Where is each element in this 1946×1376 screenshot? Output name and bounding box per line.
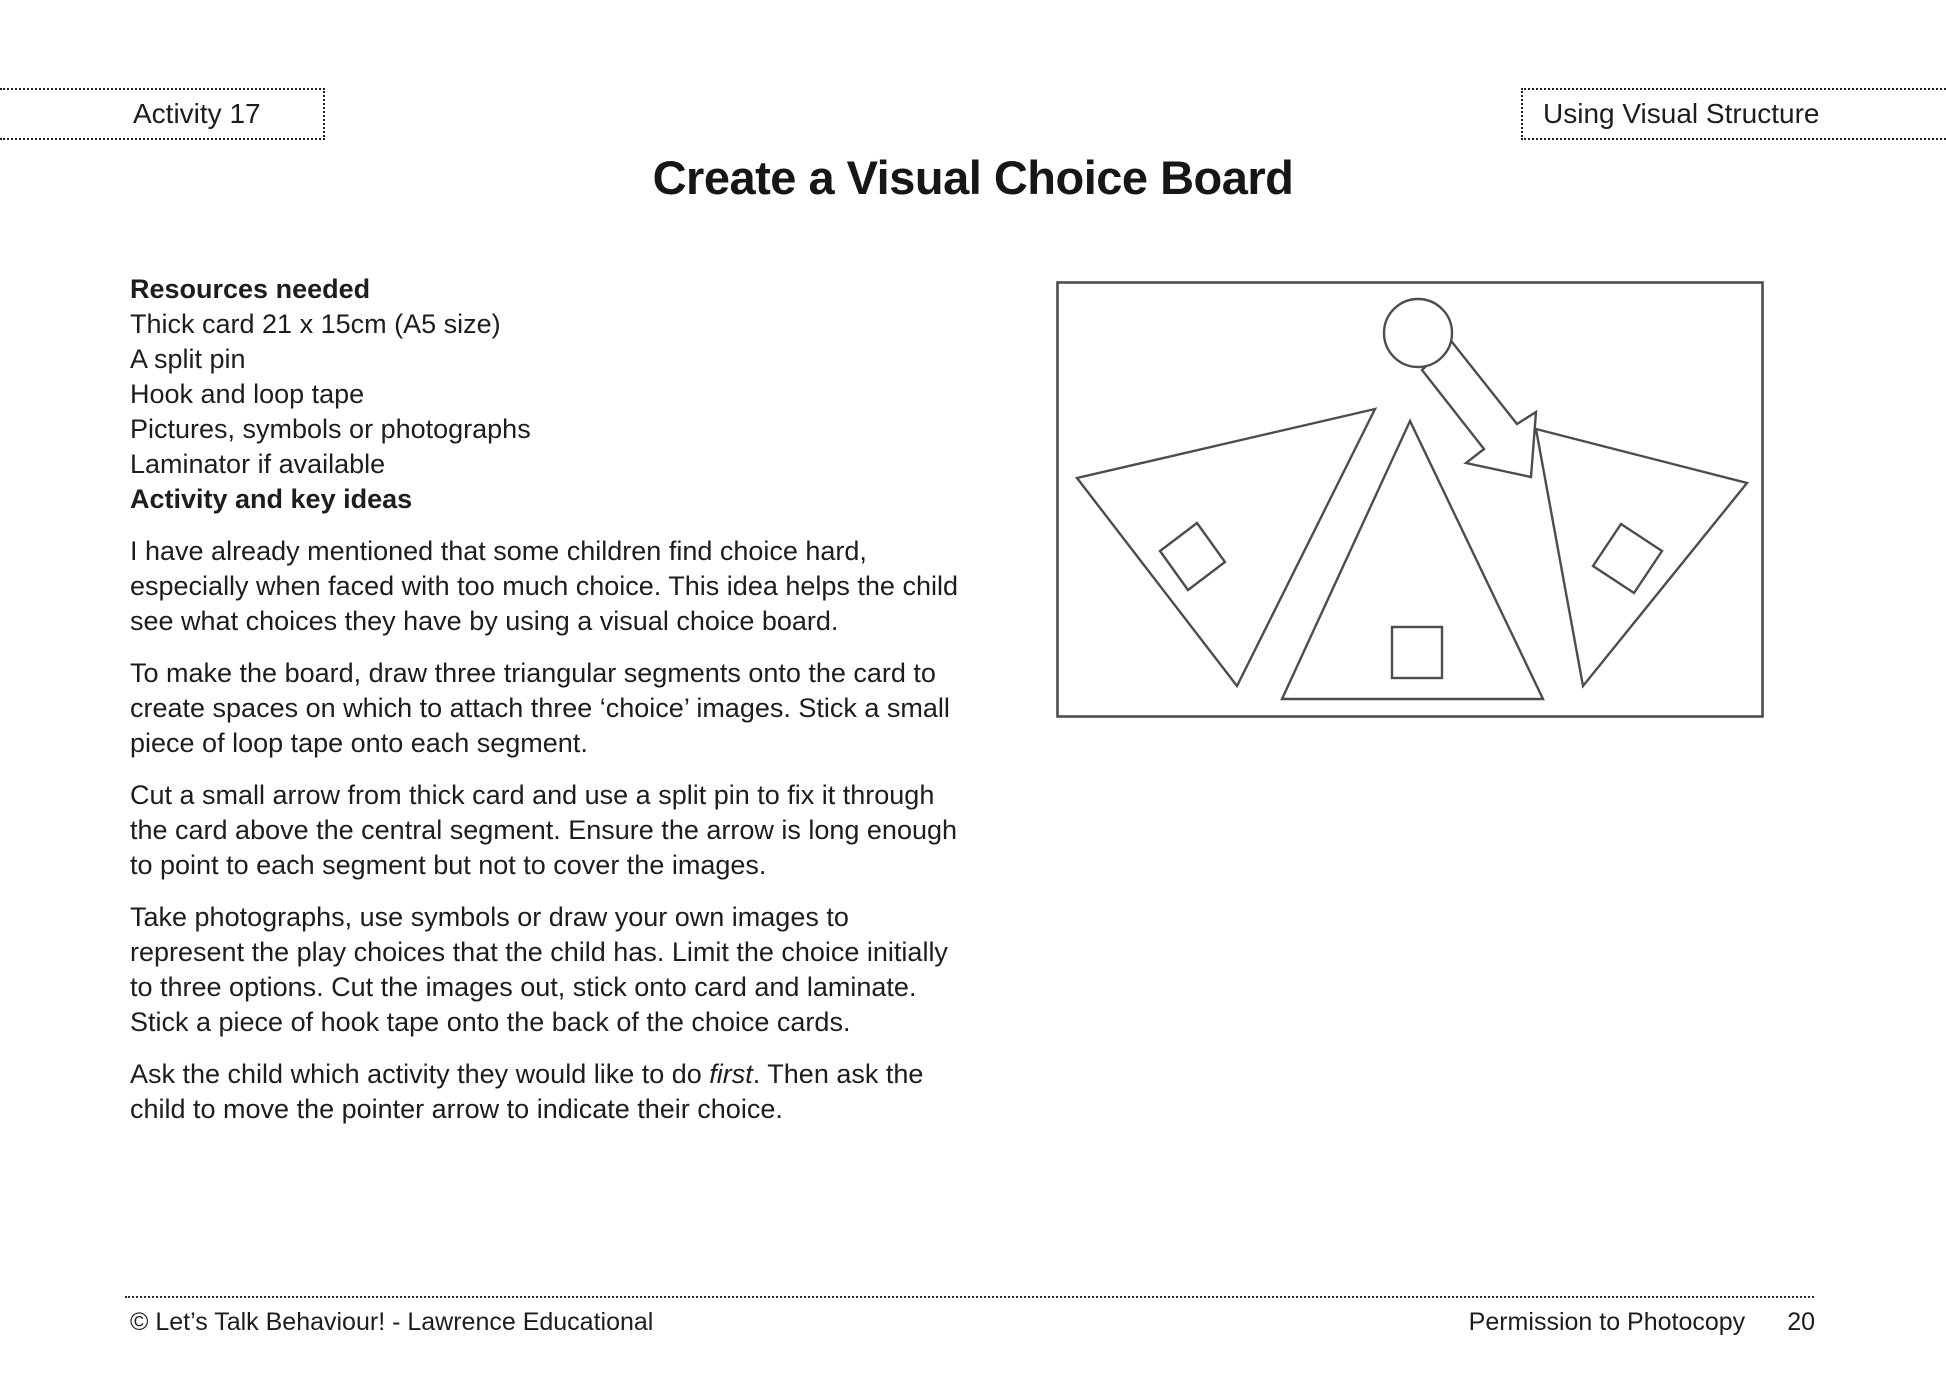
text-line: the card above the central segment. Ensure the arrow is long enough <box>130 815 958 845</box>
resources-list-item: Laminator if available <box>130 449 386 479</box>
resources-list-item: Thick card 21 x 15cm (A5 size) <box>130 309 501 339</box>
paragraph <box>130 534 1010 639</box>
choice-board-diagram <box>1056 281 1764 718</box>
split-pin-circle <box>1384 299 1452 367</box>
text-line: Stick a piece of hook tape onto the back of the choice cards. <box>130 1007 851 1037</box>
text-line: represent the play choices that the child has. Limit the choice initially <box>130 937 948 967</box>
activity-number-box <box>0 88 325 140</box>
text-line: especially when faced with too much choice. This idea helps the child <box>130 571 958 601</box>
text-line: piece of loop tape onto each segment. <box>130 728 588 758</box>
text-line: Take photographs, use symbols or draw your own images to <box>130 902 849 932</box>
section-title-box <box>1521 88 1946 140</box>
paragraph <box>130 1057 1010 1127</box>
text-line: create spaces on which to attach three ‘choice’ images. Stick a small <box>130 693 950 723</box>
resources-list-item: A split pin <box>130 344 246 374</box>
text-line: child to move the pointer arrow to indicate their choice. <box>130 1094 783 1124</box>
body-text-column <box>130 272 1010 1127</box>
footer-page-number: 20 <box>1787 1308 1815 1336</box>
paragraph <box>130 778 1010 883</box>
text-line: To make the board, draw three triangular segments onto the card to <box>130 658 936 688</box>
resources-list <box>130 307 1010 482</box>
activity-number-label: Activity 17 <box>133 98 261 129</box>
resources-heading: Resources needed <box>130 274 371 304</box>
paragraph <box>130 656 1010 761</box>
text-line: Ask the child which activity they would like to do first. Then ask the <box>130 1059 924 1089</box>
page-title: Create a Visual Choice Board <box>652 151 1294 204</box>
resources-list-item: Hook and loop tape <box>130 379 365 409</box>
activity-heading: Activity and key ideas <box>130 484 413 514</box>
paragraph <box>130 900 1010 1040</box>
footer-divider <box>125 1296 1814 1298</box>
footer-permission-label: Permission to Photocopy <box>1468 1308 1746 1336</box>
resources-list-item: Pictures, symbols or photographs <box>130 414 531 444</box>
footer-copyright: © Let’s Talk Behaviour! - Lawrence Educational <box>130 1308 654 1336</box>
text-line: see what choices they have by using a visual choice board. <box>130 606 839 636</box>
text-line: to three options. Cut the images out, stick onto card and laminate. <box>130 972 917 1002</box>
activity-paragraphs <box>130 534 1010 1127</box>
footer-right <box>1469 1308 1815 1337</box>
text-line: Cut a small arrow from thick card and use a split pin to fix it through <box>130 780 935 810</box>
text-line: to point to each segment but not to cover the images. <box>130 850 767 880</box>
central-segment-square <box>1392 627 1442 678</box>
text-line: I have already mentioned that some children find choice hard, <box>130 536 867 566</box>
section-title-label: Using Visual Structure <box>1543 98 1820 129</box>
